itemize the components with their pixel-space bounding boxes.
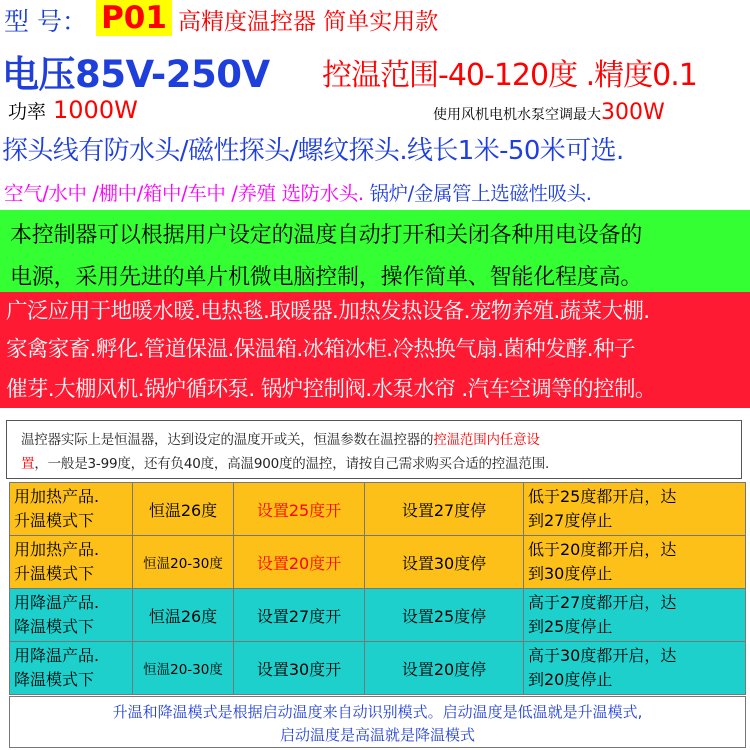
desc-cell [524,483,746,536]
model-code: P01 [96,0,172,36]
on-cell: 设置25度开 [234,483,365,536]
target-cell: 恒温20-30度 [133,642,234,695]
mode-product: 用加热产品. [14,540,100,559]
table-row [10,589,746,642]
off-cell: 设置20度停 [365,642,524,695]
range-value: -40-120度 [438,58,578,93]
mode-cell [10,642,133,695]
desc-line-2: 到20度停止 [528,670,613,689]
probe-usage-waterproof: 空气/水中 /棚中/箱中/车中 /养殖 选防水头. [4,182,364,205]
desc-cell [524,589,746,642]
intro-line-2: 电源，采用先进的单片机微电脑控制，操作简单、智能化程度高。 [10,265,643,290]
mode-cell [10,536,133,589]
thermostat-note [6,420,742,479]
probe-usage [4,178,592,206]
target-cell: 恒温26度 [133,589,234,642]
precision-spec: .精度0.1 [585,58,697,93]
note-line-2-highlight: 置 [21,456,35,472]
note-line-2 [21,452,549,472]
note-line-1-text: 温控器实际上是恒温器，达到设定的温度开或关，恒温参数在温控器的 [21,432,434,448]
motor-note [433,100,665,125]
power-value: 1000W [53,96,138,124]
mode-product: 用加热产品. [14,487,100,506]
desc-line-2: 到25度停止 [528,617,613,636]
intro-line-1: 本控制器可以根据用户设定的温度自动打开和关闭各种用电设备的 [10,223,643,248]
desc-line-1: 高于27度都开启，达 [528,593,677,612]
power-spec [8,96,138,124]
product-title: 高精度温控器 简单实用款 [178,9,439,35]
desc-line-1: 高于30度都开启，达 [528,646,677,665]
table-row [10,536,746,589]
applications-line-3: 催芽.大棚风机.锅炉循环泵. 锅炉控制阀.水泵水帘 .汽车空调等的控制。 [6,377,656,402]
mode-name: 升温模式下 [14,564,95,583]
intro-banner [0,210,750,292]
desc-cell [524,642,746,695]
mode-product: 用降温产品. [14,646,100,665]
table-row [10,642,746,695]
mode-detect-note [9,696,746,748]
on-cell: 设置20度开 [234,536,365,589]
mode-name: 降温模式下 [14,670,95,689]
desc-line-1: 低于20度都开启，达 [528,540,677,559]
off-cell: 设置27度停 [365,483,524,536]
desc-line-2: 到30度停止 [528,564,613,583]
mode-name: 降温模式下 [14,617,95,636]
note-line-2-text: ，一般是3-99度，还有负40度，高温900度的温控，请按自己需求购买合适的控温范围. [34,456,550,472]
mode-table [9,482,746,695]
mode-cell [10,483,133,536]
note-line-1 [21,428,540,448]
on-cell: 设置27度开 [234,589,365,642]
table-row [10,483,746,536]
motor-note-value: 300W [601,100,665,125]
desc-line-2: 到27度停止 [528,511,613,530]
on-cell: 设置30度开 [234,642,365,695]
mode-name: 升温模式下 [14,511,95,530]
desc-line-1: 低于25度都开启，达 [528,487,677,506]
target-cell: 恒温20-30度 [133,536,234,589]
off-cell: 设置30度停 [365,536,524,589]
footer-line-1: 升温和降温模式是根据启动温度来自动识别模式。启动温度是低温就是升温模式, [112,703,643,721]
applications-line-1: 广泛应用于地暖水暖.电热毯.取暖器.加热发热设备.宠物养殖.蔬菜大棚. [6,299,650,324]
off-cell: 设置25度停 [365,589,524,642]
power-label: 功率 [8,101,47,123]
probe-options: 探头线有防水头/磁性探头/螺纹探头.线长1米-50米可选. [2,136,624,166]
probe-usage-magnetic: 锅炉/金属管上选磁性吸头. [369,182,592,205]
motor-note-text: 使用风机电机水泵空调最大 [433,107,601,123]
mode-product: 用降温产品. [14,593,100,612]
footer-line-2: 启动温度是高温就是降温模式 [279,726,475,744]
desc-cell [524,536,746,589]
applications-line-2: 家禽家畜.孵化.管道保温.保温箱.冰箱冰柜.冷热换气扇.菌种发酵.种子 [6,337,635,362]
applications-banner [0,292,750,408]
range-spec [322,50,697,94]
voltage-spec: 电压85V-250V [2,53,270,96]
model-label: 型 号： [4,7,87,36]
target-cell: 恒温26度 [133,483,234,536]
range-label: 控温范围 [322,58,438,93]
note-line-1-highlight: 控温范围内任意设 [433,432,540,448]
mode-cell [10,589,133,642]
